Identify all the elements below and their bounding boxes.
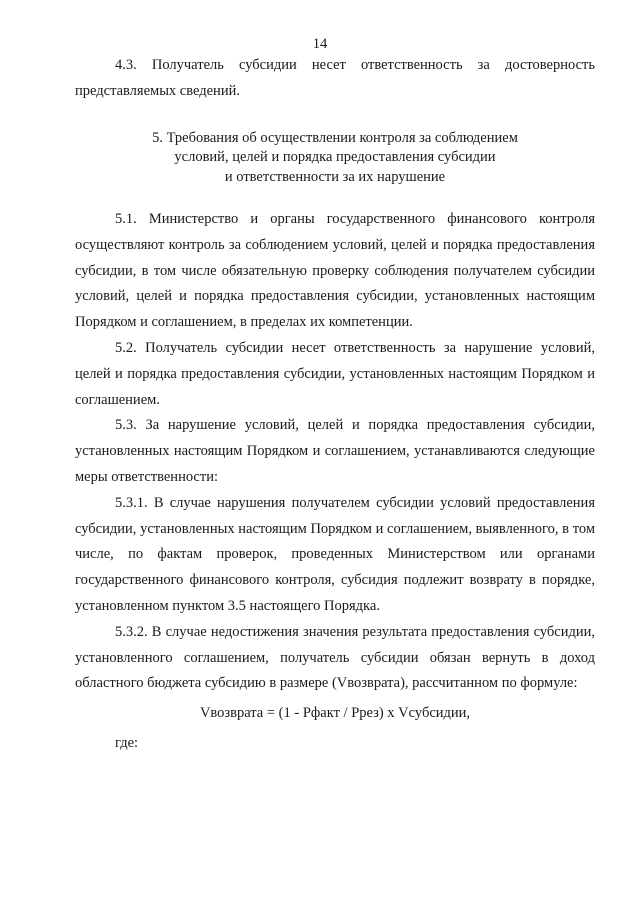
- paragraph-4-3: 4.3. Получатель субсидии несет ответственность за достоверность представляемых сведений.: [75, 57, 595, 99]
- section-5-heading: [75, 129, 595, 188]
- paragraph-5-3-2: 5.3.2. В случае недостижения значения результата предоставления субсидии, установленного соглашением, получатель субсидии обязан вернуть в доход областного бюджета субсидию в размере (Vвозврата), рассчитанном по формуле:: [75, 623, 595, 692]
- document-body: [75, 53, 595, 755]
- paragraph-5-1: 5.1. Министерство и органы государственного финансового контроля осуществляют контроль за соблюдением условий, целей и порядка предоставления субсидии, в том числе обязательную проверку соблюдения получателем субсидии условий, целей и порядка предоставления субсидии, установленных настоящим Порядком и соглашением, в пределах их компетенции.: [75, 211, 595, 331]
- paragraph-5-3: 5.3. За нарушение условий, целей и порядка предоставления субсидии, установленных настоящим Порядком и соглашением, устанавливаются следующие меры ответственности:: [75, 417, 595, 486]
- section-5-heading-line-1: 5. Требования об осуществлении контроля за соблюдением: [152, 129, 518, 146]
- page-number: 14: [312, 36, 328, 52]
- paragraph-5-3-1: 5.3.1. В случае нарушения получателем субсидии условий предоставления субсидии, установленных настоящим Порядком и соглашением, выявленного, в том числе, по фактам проверок, проведенных Министерством или органами государственного финансового контроля, субсидия подлежит возврату в порядке, установленном пунктом 3.5 настоящего Порядка.: [75, 494, 595, 615]
- section-5-heading-line-2: условий, целей и порядка предоставления субсидии: [174, 149, 496, 166]
- refund-formula: Vвозврата = (1 - Рфакт / Ррез) х Vсубсидии,: [199, 705, 471, 722]
- section-5-heading-line-3: и ответственности за их нарушение: [224, 168, 446, 185]
- formula-where-label: где:: [115, 735, 139, 752]
- paragraph-5-2: 5.2. Получатель субсидии несет ответственность за нарушение условий, целей и порядка предоставления субсидии, установленных настоящим Порядком и соглашением.: [75, 340, 595, 408]
